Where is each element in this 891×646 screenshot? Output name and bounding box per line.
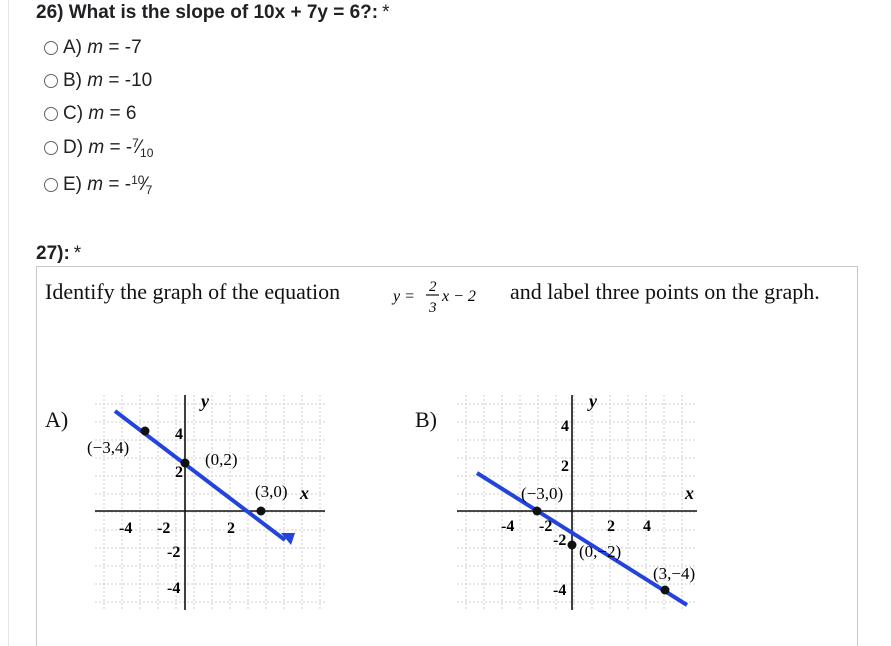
x-tick: -2 — [157, 520, 171, 537]
graph-b-point-label-1: (−3,0) — [521, 484, 564, 503]
y-tick: 2 — [561, 458, 569, 475]
equation-rhs: x − 2 — [442, 288, 476, 305]
x-axis-label: x — [300, 483, 309, 503]
graph-b[interactable] — [457, 391, 697, 610]
radio-circle-icon[interactable] — [44, 41, 58, 55]
option-c-label: C) m = 6 — [63, 103, 137, 124]
prompt-text-start: Identify the graph of the equation — [45, 279, 341, 304]
graph-b-line — [477, 473, 687, 605]
radio-circle-icon[interactable] — [44, 74, 58, 88]
y-tick: -4 — [167, 580, 181, 597]
question-26-title — [36, 2, 390, 24]
x-tick: -2 — [539, 518, 553, 535]
question-27-text: 27): — [36, 243, 70, 264]
radio-circle-icon[interactable] — [44, 178, 58, 192]
graph-a-label[interactable]: A) — [45, 407, 69, 432]
required-asterisk: * — [73, 243, 82, 264]
graph-b-point-label-2: (0,−2) — [579, 542, 622, 561]
graph-b-label[interactable]: B) — [415, 407, 437, 432]
equation-lhs: y = — [393, 288, 415, 305]
y-axis-label: y — [201, 391, 209, 411]
radio-circle-icon[interactable] — [44, 107, 58, 121]
x-tick: 4 — [643, 518, 651, 535]
x-axis-label: x — [685, 483, 694, 503]
option-a[interactable] — [44, 35, 142, 61]
graph-a-point-label-3: (3,0) — [255, 482, 288, 501]
card-left-border — [8, 0, 9, 646]
graph-b-point-1 — [533, 507, 542, 516]
graph-b-point-label-3: (3,−4) — [653, 564, 696, 583]
equation — [389, 271, 509, 325]
option-d[interactable] — [44, 135, 153, 161]
y-axis-label: y — [589, 391, 597, 411]
y-tick: 4 — [175, 426, 183, 443]
equation-denominator: 3 — [429, 300, 437, 316]
graph-a-point-label-1: (−3,4) — [87, 438, 130, 457]
option-e-label: E) $m = -^{10}⁄_7$ — [63, 173, 153, 197]
x-tick: -4 — [119, 520, 133, 537]
option-e[interactable] — [44, 172, 152, 198]
graph-a-grid — [95, 395, 325, 610]
question-27-title — [36, 243, 81, 265]
prompt-text-end: and label three points on the graph. — [510, 279, 820, 304]
x-tick: 2 — [607, 518, 615, 535]
graph-b-point-2 — [568, 541, 577, 550]
required-asterisk: * — [382, 2, 390, 23]
graph-a-point-1 — [141, 427, 150, 436]
radio-circle-icon[interactable] — [44, 141, 58, 155]
option-a-label: A) m = -7 — [63, 37, 142, 58]
question-26-text: 26) What is the slope of 10x + 7y = 6?: — [36, 2, 379, 23]
y-tick: -2 — [167, 544, 181, 561]
x-tick: 2 — [227, 520, 235, 537]
option-b[interactable] — [44, 68, 152, 94]
option-c[interactable] — [44, 101, 136, 127]
y-tick: 2 — [175, 464, 183, 481]
option-b-label: B) m = -10 — [63, 70, 153, 91]
x-tick: -4 — [501, 518, 515, 535]
graph-a-point-label-2: (0,2) — [205, 450, 238, 469]
equation-numerator: 2 — [429, 279, 437, 295]
y-tick: -2 — [553, 532, 567, 549]
y-tick: -4 — [553, 582, 567, 599]
question-27-image — [36, 266, 858, 646]
graph-b-point-3 — [661, 586, 670, 595]
graph-a[interactable] — [87, 391, 325, 610]
option-d-label: D) $m = -^7⁄_{10}$ — [63, 136, 154, 160]
y-tick: 4 — [561, 418, 569, 435]
graph-a-point-3 — [257, 507, 266, 516]
